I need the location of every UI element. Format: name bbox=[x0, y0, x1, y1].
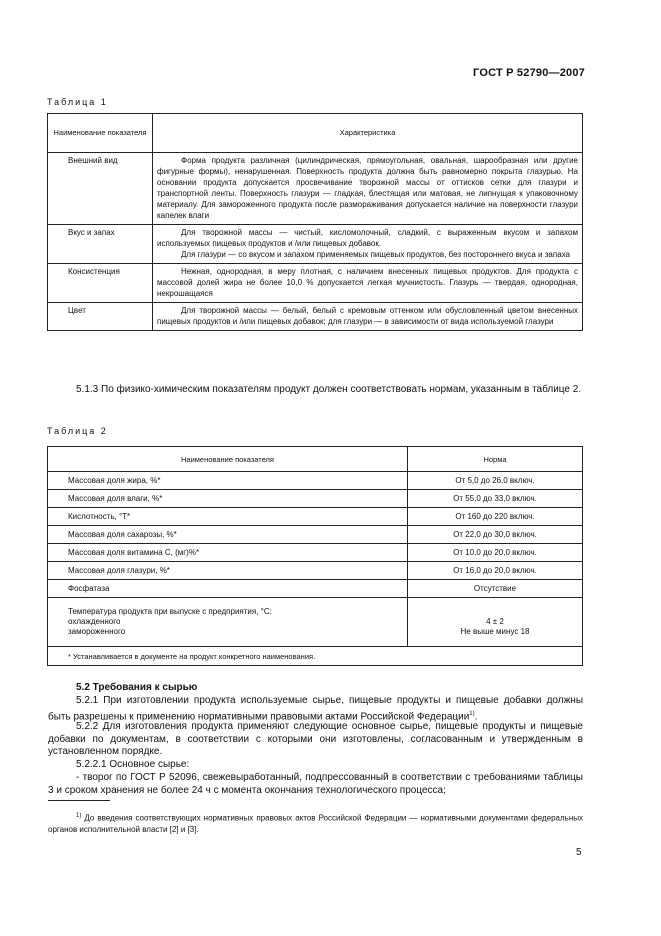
footnote-ref: 1) bbox=[469, 710, 475, 717]
table-row bbox=[48, 264, 583, 303]
list-item: - творог по ГОСТ Р 52096, свежевыработанный, подпрессованный в соответствии с требованиями таблицы 3 и сроком хранения не более 24 ч с момента окончания технологического процесса; bbox=[48, 772, 583, 796]
paragraph-5-2-2-1: 5.2.2.1 Основное сырье: bbox=[76, 759, 190, 770]
footnote-mark: 1) bbox=[76, 813, 82, 819]
row-name: Консистенция bbox=[48, 264, 153, 303]
characteristic-text: Нежная, однородная, в меру плотная, с наличием внесенных пищевых продуктов. Для продукта с массовой долей жира не более 10,0 % допускается легкая мучнистость. Глазурь — твердая, однородная, некрошащаяся bbox=[157, 267, 578, 298]
paragraph-5-1-3: 5.1.3 По физико-химическим показателям продукт должен соответствовать нормам, указанным в таблице 2. bbox=[76, 384, 582, 395]
table-row bbox=[48, 562, 583, 580]
table-row bbox=[48, 472, 583, 490]
characteristic-text: Для творожной массы — белый, белый с кремовым оттенком или обусловленный цветом внесенных пищевых продуктов и /или пищевых добавок; для глазури — в зависимости от вида используемой глазури bbox=[157, 306, 578, 326]
temperature-frozen-value: Не выше минус 18 bbox=[460, 627, 530, 636]
table-row bbox=[48, 153, 583, 225]
table1-caption: Таблица 1 bbox=[47, 97, 108, 107]
table2-caption: Таблица 2 bbox=[47, 426, 108, 436]
table-row bbox=[48, 225, 583, 264]
footnote bbox=[48, 811, 583, 835]
table2 bbox=[47, 446, 583, 666]
paragraph-5-2-1-end: . bbox=[474, 710, 478, 722]
row-name: Массовая доля сахарозы, %* bbox=[48, 526, 408, 544]
row-value: От 5,0 до 26,0 включ. bbox=[408, 472, 583, 490]
footnote-divider bbox=[48, 800, 110, 801]
table-row bbox=[48, 544, 583, 562]
table-row-temperature bbox=[48, 598, 583, 647]
footnote-text: До введения соответствующих нормативных правовых актов Российской Федерации — нормативными документами федеральных органов исполнительной власти [2] и [3]. bbox=[48, 813, 583, 834]
page-number: 5 bbox=[576, 847, 582, 858]
paragraph-5-2-1 bbox=[48, 695, 583, 723]
temperature-chilled-label: охлажденного bbox=[68, 617, 121, 626]
row-name: Вкус и запах bbox=[48, 225, 153, 264]
row-characteristic bbox=[153, 264, 583, 303]
row-name: Массовая доля глазури, %* bbox=[48, 562, 408, 580]
table1 bbox=[47, 113, 583, 331]
row-value: От 16,0 до 20,0 включ. bbox=[408, 562, 583, 580]
paragraph-5-2-1-text: 5.2.1 При изготовлении продукта используемые сырье, пищевые продукты и пищевые добавки должны быть разрешены к применению нормативными правовыми актами Российской Федерации bbox=[48, 695, 583, 722]
temperature-chilled-value: 4 ± 2 bbox=[486, 617, 504, 626]
table-row bbox=[48, 303, 583, 331]
table2-header-name: Наименование показателя bbox=[48, 447, 408, 472]
row-name: Фосфатаза bbox=[48, 580, 408, 598]
row-value: От 160 до 220 включ. bbox=[408, 508, 583, 526]
temperature-values bbox=[408, 598, 583, 647]
row-name: Массовая доля влаги, %* bbox=[48, 490, 408, 508]
section-title: 5.2 Требования к сырью bbox=[76, 682, 198, 693]
temperature-label: Температура продукта при выпуске с предприятия, °С: bbox=[68, 607, 272, 616]
row-value: От 55,0 до 33,0 включ. bbox=[408, 490, 583, 508]
table-row bbox=[48, 490, 583, 508]
row-name: Массовая доля витамина С, (мг)%* bbox=[48, 544, 408, 562]
table2-footnote: * Устанавливается в документе на продукт конкретного наименования. bbox=[48, 647, 583, 666]
row-value: Отсутствие bbox=[408, 580, 583, 598]
table-row bbox=[48, 508, 583, 526]
document-header: ГОСТ Р 52790—2007 bbox=[473, 67, 585, 79]
row-name: Массовая доля жира, %* bbox=[48, 472, 408, 490]
temperature-name bbox=[48, 598, 408, 647]
characteristic-text: Для глазури — со вкусом и запахом применяемых пищевых продуктов, без постороннего вкуса и запаха bbox=[181, 250, 571, 259]
characteristic-text: Для творожной массы — чистый, кисломолочный, сладкий, с выраженным вкусом и запахом используемых пищевых продуктов и /или пищевых добавок. bbox=[157, 228, 578, 248]
row-characteristic bbox=[153, 225, 583, 264]
table2-header-norm: Норма bbox=[408, 447, 583, 472]
paragraph-5-2-2: 5.2.2 Для изготовления продукта применяют следующие основное сырье, пищевые продукты и пищевые добавки по документам, в соответствии с которыми они изготовлены, согласованным и утвержденным в установленном порядке. bbox=[48, 721, 583, 757]
row-name: Кислотность, °Т* bbox=[48, 508, 408, 526]
table1-header-name: Наименование показателя bbox=[48, 114, 153, 153]
row-characteristic bbox=[153, 153, 583, 225]
row-value: От 10,0 до 20,0 включ. bbox=[408, 544, 583, 562]
table-row bbox=[48, 526, 583, 544]
row-name: Цвет bbox=[48, 303, 153, 331]
table-row bbox=[48, 580, 583, 598]
row-characteristic bbox=[153, 303, 583, 331]
row-value: От 22,0 до 30,0 включ. bbox=[408, 526, 583, 544]
table1-header-characteristic: Характеристика bbox=[153, 114, 583, 153]
temperature-frozen-label: замороженного bbox=[68, 627, 126, 636]
characteristic-text: Форма продукта различная (цилиндрическая, прямоугольная, овальная, шарообразная или другие фигурные формы), ненарушенная. Поверхность продукта должна быть равномерно покрыта глазурью. На основании продукта допускается просвечивание творожной массы от оттисков сетки для глазури и транспортной ленты. Поверхность глазури — гладкая, блестящая или матовая, не липнущая к упаковочному материалу. Для замороженного продукта после размораживания допускается наличие на поверхности глазури капелек влаги bbox=[157, 156, 578, 220]
row-name: Внешний вид bbox=[48, 153, 153, 225]
